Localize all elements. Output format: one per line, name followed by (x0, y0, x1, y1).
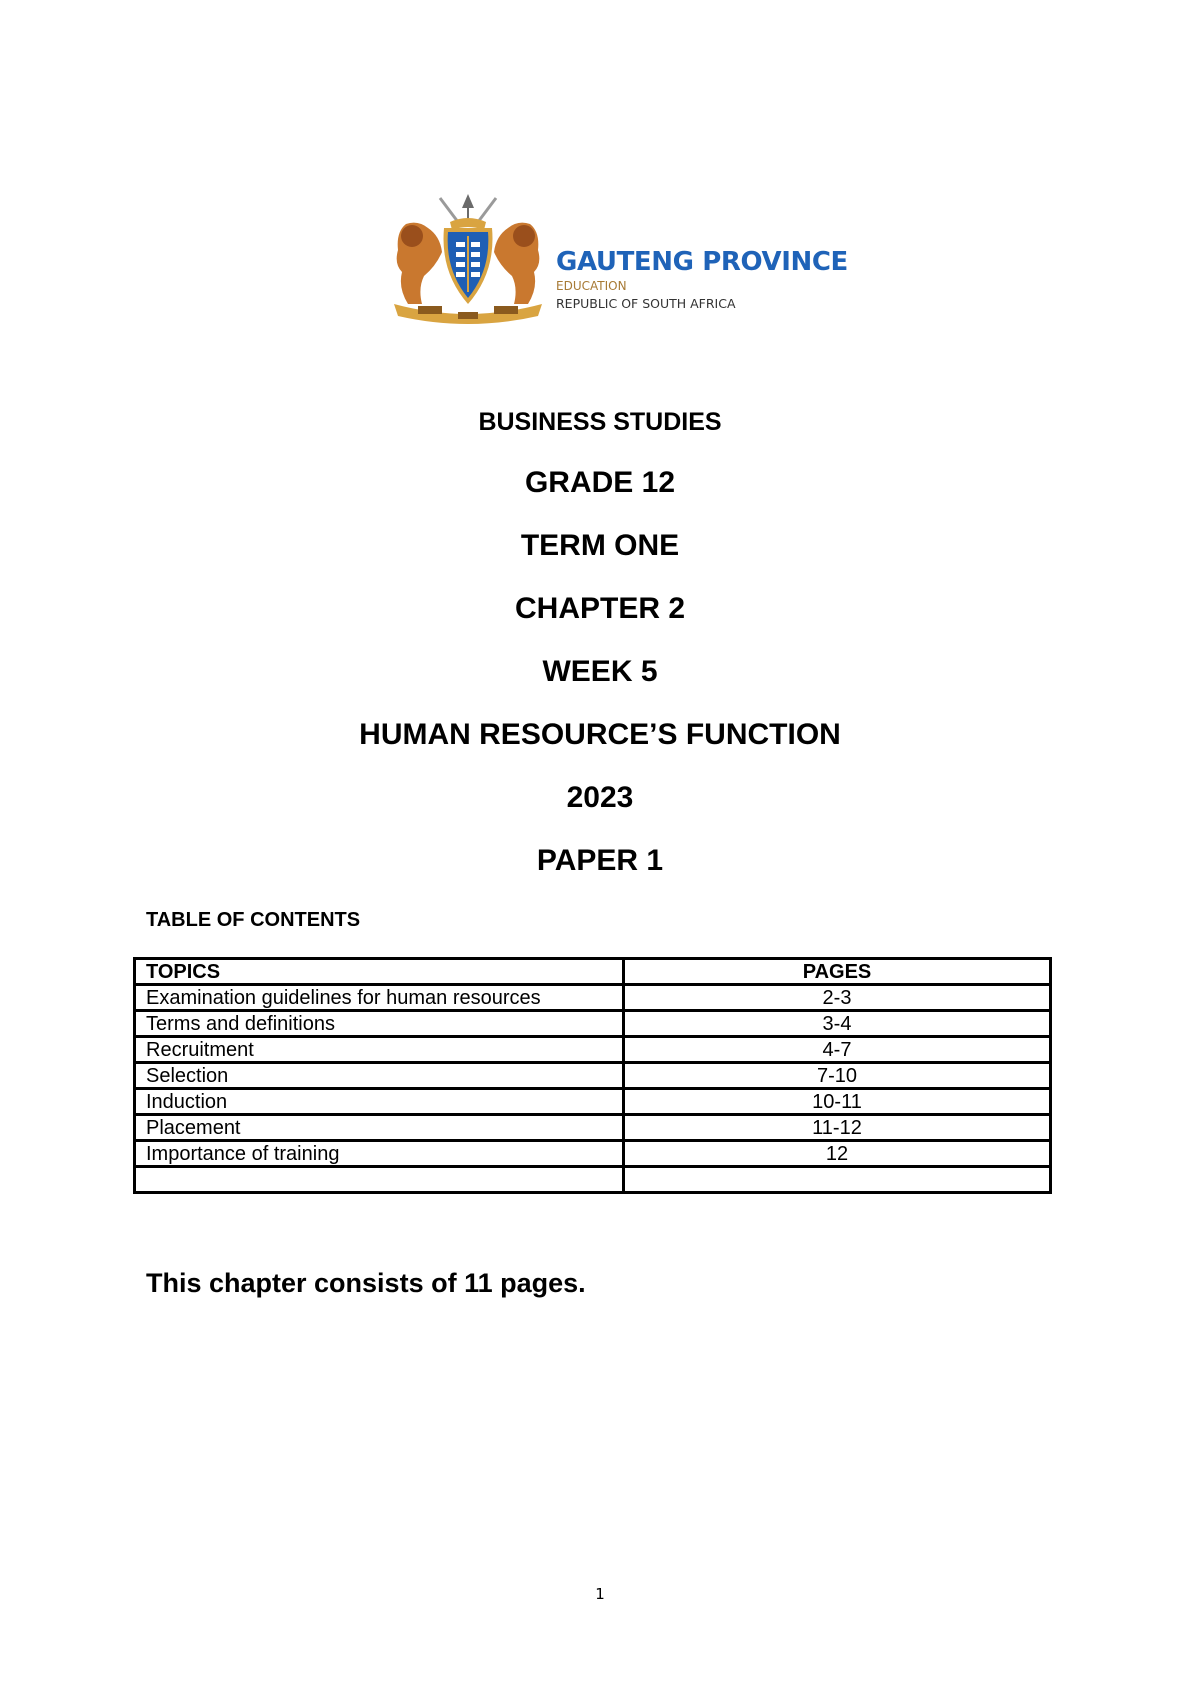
toc-topic-cell: Placement (135, 1115, 624, 1141)
chapter-title: CHAPTER 2 (514, 592, 686, 625)
toc-topic-cell: Induction (135, 1089, 624, 1115)
toc-header-row (135, 959, 1051, 985)
table-row (135, 985, 1051, 1011)
table-row (135, 1011, 1051, 1037)
table-row (135, 1063, 1051, 1089)
table-row (135, 1037, 1051, 1063)
toc-header-pages: PAGES (624, 959, 1051, 985)
gauteng-education-logo (388, 192, 848, 327)
week-title: WEEK 5 (542, 655, 658, 688)
gauteng-coat-of-arms-icon (388, 192, 548, 327)
toc-topic-cell: Selection (135, 1063, 624, 1089)
toc-pages-cell: 12 (624, 1141, 1051, 1167)
toc-pages-cell: 7-10 (624, 1063, 1051, 1089)
toc-heading: TABLE OF CONTENTS (146, 909, 361, 931)
toc-pages-cell: 3-4 (624, 1011, 1051, 1037)
subject-title: BUSINESS STUDIES (478, 408, 722, 436)
toc-topic-cell: Recruitment (135, 1037, 624, 1063)
logo-department: EDUCATION (556, 279, 627, 293)
toc-topic-cell: Examination guidelines for human resources (135, 985, 624, 1011)
paper-title: PAPER 1 (536, 844, 664, 877)
logo-title: GAUTENG PROVINCE (556, 247, 848, 277)
year-title: 2023 (566, 781, 634, 814)
toc-pages-cell: 2-3 (624, 985, 1051, 1011)
table-row (135, 1167, 1051, 1193)
logo-country: REPUBLIC OF SOUTH AFRICA (556, 296, 736, 311)
toc-pages-cell: 11-12 (624, 1115, 1051, 1141)
term-title: TERM ONE (520, 529, 680, 562)
toc-pages-cell (624, 1167, 1051, 1193)
toc-pages-cell: 4-7 (624, 1037, 1051, 1063)
toc-topic-cell: Importance of training (135, 1141, 624, 1167)
topic-title: HUMAN RESOURCE’S FUNCTION (359, 718, 841, 751)
logo-wordmark (556, 248, 848, 311)
table-row (135, 1141, 1051, 1167)
page-number: 1 (595, 1585, 605, 1603)
toc-pages-cell: 10-11 (624, 1089, 1051, 1115)
toc-topic-cell: Terms and definitions (135, 1011, 624, 1037)
table-row (135, 1115, 1051, 1141)
table-row (135, 1089, 1051, 1115)
grade-title: GRADE 12 (524, 466, 676, 499)
toc-table (133, 957, 1052, 1194)
toc-header-topics: TOPICS (135, 959, 624, 985)
chapter-page-count-note: This chapter consists of 11 pages. (146, 1268, 586, 1298)
toc-topic-cell (135, 1167, 624, 1193)
